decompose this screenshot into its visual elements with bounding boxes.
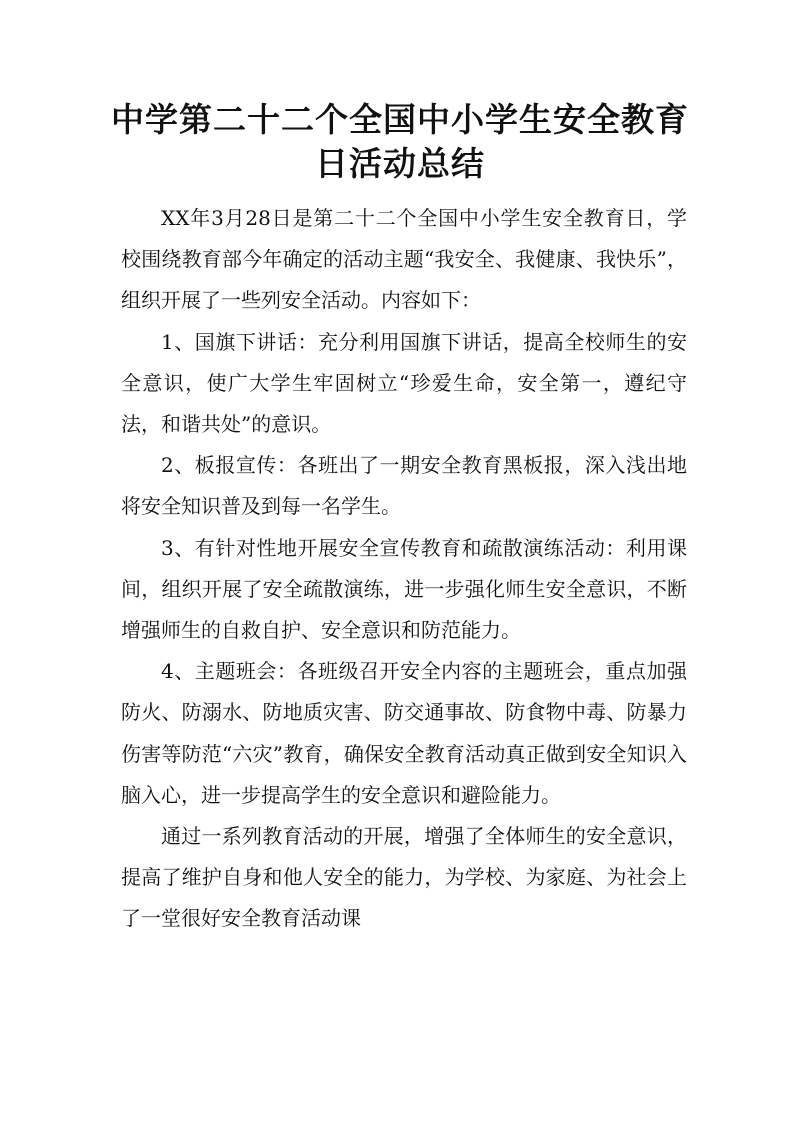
document-body (121, 198, 687, 940)
paragraph-intro: XX年3月28日是第二十二个全国中小学生安全教育日，学校围绕教育部今年确定的活动主题“我安全、我健康、我快乐”，组织开展了一些列安全活动。内容如下： (121, 206, 687, 313)
paragraph-item-2: 2、板报宣传：各班出了一期安全教育黑板报，深入浅出地将安全知识普及到每一名学生。 (121, 453, 687, 519)
document-title-line-1: 中学第二十二个全国中小学生安全教育 (111, 100, 689, 139)
paragraph-item-1: 1、国旗下讲话：充分利用国旗下讲话，提高全校师生的安全意识，使广大学生牢固树立“珍爱生命，安全第一，遵纪守法，和谐共处”的意识。 (121, 329, 687, 437)
paragraph-item-4: 4、主题班会：各班级召开安全内容的主题班会，重点加强防火、防溺水、防地质灾害、防交通事故、防食物中毒、防暴力伤害等防范“六灾”教育，确保安全教育活动真正做到安全知识入脑入心，进一步提高学生的安全意识和避险能力。 (121, 659, 687, 807)
document-title-line-2: 日活动总结 (315, 144, 485, 183)
paragraph-conclusion: 通过一系列教育活动的开展，增强了全体师生的安全意识，提高了维护自身和他人安全的能力，为学校、为家庭、为社会上了一堂很好安全教育活动课 (121, 824, 687, 931)
paragraph-item-3: 3、有针对性地开展安全宣传教育和疏散演练活动：利用课间，组织开展了安全疏散演练，进一步强化师生安全意识，不断增强师生的自救自护、安全意识和防范能力。 (121, 535, 687, 643)
